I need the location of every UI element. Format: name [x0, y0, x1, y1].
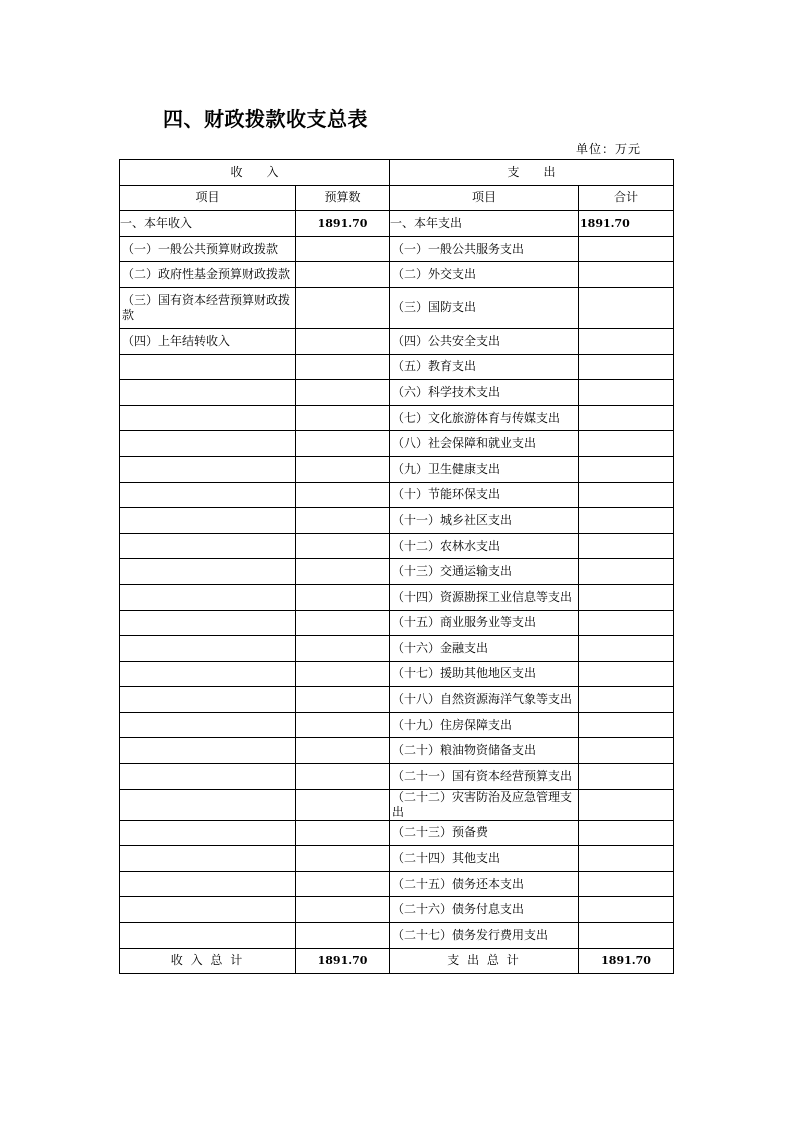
total-cell: [579, 923, 674, 949]
income-item-cell: [120, 431, 296, 457]
expense-item-header: 项目: [390, 185, 579, 211]
table-row: [120, 236, 674, 262]
budget-cell: [296, 508, 390, 534]
expense-item-cell: （一）一般公共服务支出: [390, 236, 579, 262]
table-row: [120, 482, 674, 508]
budget-cell: [296, 559, 390, 585]
table-row: [120, 287, 674, 328]
budget-cell: [296, 287, 390, 328]
table-row: [120, 211, 674, 237]
total-cell: [579, 687, 674, 713]
page-title: 四、财政拨款收支总表: [163, 107, 368, 131]
expense-item-cell: （十八）自然资源海洋气象等支出: [390, 687, 579, 713]
expense-item-cell: （十六）金融支出: [390, 636, 579, 662]
unit-label: 单位：万元: [576, 142, 642, 156]
table-row: [120, 559, 674, 585]
total-cell: [579, 610, 674, 636]
budget-cell: [296, 533, 390, 559]
table-row: [120, 661, 674, 687]
budget-cell: [296, 846, 390, 872]
expense-item-cell: （四）公共安全支出: [390, 328, 579, 354]
expense-item-cell: （二十七）债务发行费用支出: [390, 923, 579, 949]
income-item-cell: [120, 405, 296, 431]
table-row: [120, 687, 674, 713]
total-cell: [579, 871, 674, 897]
expense-item-cell: （五）教育支出: [390, 354, 579, 380]
expense-item-cell: （十七）援助其他地区支出: [390, 661, 579, 687]
budget-cell: [296, 610, 390, 636]
expense-item-cell: 一、本年支出: [390, 211, 579, 237]
budget-header: 预算数: [296, 185, 390, 211]
total-cell: [579, 738, 674, 764]
expense-item-cell: （六）科学技术支出: [390, 380, 579, 406]
budget-cell: [296, 687, 390, 713]
income-header: 收 入: [120, 160, 390, 186]
income-item-cell: [120, 712, 296, 738]
expense-header: 支 出: [390, 160, 674, 186]
total-cell: [579, 287, 674, 328]
table-row: [120, 508, 674, 534]
income-item-cell: [120, 871, 296, 897]
income-item-cell: （一）一般公共预算财政拨款: [120, 236, 296, 262]
table-row: [120, 533, 674, 559]
total-cell: [579, 456, 674, 482]
income-item-cell: [120, 661, 296, 687]
table-row: [120, 846, 674, 872]
total-cell: [579, 328, 674, 354]
table-row: [120, 871, 674, 897]
total-cell: [579, 508, 674, 534]
expense-item-cell: （七）文化旅游体育与传媒支出: [390, 405, 579, 431]
total-cell: [579, 712, 674, 738]
income-item-cell: [120, 687, 296, 713]
income-item-cell: [120, 533, 296, 559]
budget-cell: [296, 738, 390, 764]
total-cell: [579, 661, 674, 687]
expense-item-cell: （二十二）灾害防治及应急管理支出: [390, 789, 579, 820]
table-row: [120, 610, 674, 636]
budget-cell: [296, 431, 390, 457]
total-cell: [579, 636, 674, 662]
total-cell: [579, 897, 674, 923]
income-item-header: 项目: [120, 185, 296, 211]
total-cell: [579, 584, 674, 610]
table-row: [120, 431, 674, 457]
budget-cell: [296, 456, 390, 482]
income-item-cell: [120, 846, 296, 872]
income-item-cell: [120, 610, 296, 636]
expense-item-cell: （十四）资源勘探工业信息等支出: [390, 584, 579, 610]
budget-cell: [296, 661, 390, 687]
fiscal-summary-table: [119, 159, 674, 974]
budget-cell: [296, 789, 390, 820]
table-row: [120, 636, 674, 662]
expense-item-cell: （十三）交通运输支出: [390, 559, 579, 585]
expense-total-value: 1891.70: [579, 948, 674, 974]
income-item-cell: [120, 559, 296, 585]
total-cell: [579, 533, 674, 559]
expense-item-cell: （十九）住房保障支出: [390, 712, 579, 738]
table-row: [120, 738, 674, 764]
table-group-header: [120, 160, 674, 186]
table-row: [120, 897, 674, 923]
expense-item-cell: （八）社会保障和就业支出: [390, 431, 579, 457]
income-item-cell: 一、本年收入: [120, 211, 296, 237]
table-row: [120, 380, 674, 406]
income-item-cell: [120, 764, 296, 790]
table-column-header: [120, 185, 674, 211]
budget-cell: [296, 636, 390, 662]
table-row: [120, 456, 674, 482]
income-item-cell: [120, 897, 296, 923]
table-row: [120, 764, 674, 790]
expense-item-cell: （十一）城乡社区支出: [390, 508, 579, 534]
expense-item-cell: （二十四）其他支出: [390, 846, 579, 872]
totals-row: [120, 948, 674, 974]
table-row: [120, 354, 674, 380]
expense-item-cell: （三）国防支出: [390, 287, 579, 328]
total-cell: [579, 431, 674, 457]
total-cell: [579, 380, 674, 406]
income-item-cell: [120, 508, 296, 534]
expense-item-cell: （二十一）国有资本经营预算支出: [390, 764, 579, 790]
table-row: [120, 712, 674, 738]
total-cell: [579, 354, 674, 380]
table-row: [120, 584, 674, 610]
income-item-cell: （四）上年结转收入: [120, 328, 296, 354]
expense-total-label: 支 出 总 计: [390, 948, 579, 974]
income-item-cell: [120, 636, 296, 662]
budget-cell: [296, 482, 390, 508]
total-cell: [579, 789, 674, 820]
total-cell: [579, 820, 674, 846]
budget-cell: [296, 262, 390, 288]
income-item-cell: [120, 584, 296, 610]
expense-item-cell: （十二）农林水支出: [390, 533, 579, 559]
income-total-label: 收 入 总 计: [120, 948, 296, 974]
expense-item-cell: （二）外交支出: [390, 262, 579, 288]
expense-item-cell: （二十三）预备费: [390, 820, 579, 846]
total-cell: [579, 482, 674, 508]
table-row: [120, 405, 674, 431]
table-row: [120, 262, 674, 288]
budget-cell: [296, 328, 390, 354]
total-cell: [579, 405, 674, 431]
budget-cell: [296, 405, 390, 431]
budget-cell: [296, 584, 390, 610]
budget-cell: [296, 820, 390, 846]
income-total-value: 1891.70: [296, 948, 390, 974]
table-row: [120, 923, 674, 949]
expense-item-cell: （十）节能环保支出: [390, 482, 579, 508]
expense-item-cell: （十五）商业服务业等支出: [390, 610, 579, 636]
income-item-cell: [120, 456, 296, 482]
budget-cell: [296, 897, 390, 923]
budget-cell: [296, 380, 390, 406]
income-item-cell: （三）国有资本经营预算财政拨款: [120, 287, 296, 328]
budget-cell: [296, 712, 390, 738]
total-header: 合计: [579, 185, 674, 211]
budget-cell: [296, 764, 390, 790]
budget-cell: [296, 871, 390, 897]
total-cell: 1891.70: [579, 211, 674, 237]
expense-item-cell: （九）卫生健康支出: [390, 456, 579, 482]
expense-item-cell: （二十六）债务付息支出: [390, 897, 579, 923]
budget-cell: [296, 236, 390, 262]
total-cell: [579, 559, 674, 585]
income-item-cell: （二）政府性基金预算财政拨款: [120, 262, 296, 288]
table-row: [120, 328, 674, 354]
budget-cell: [296, 354, 390, 380]
income-item-cell: [120, 380, 296, 406]
total-cell: [579, 764, 674, 790]
expense-item-cell: （二十）粮油物资储备支出: [390, 738, 579, 764]
income-item-cell: [120, 354, 296, 380]
table-row: [120, 789, 674, 820]
total-cell: [579, 262, 674, 288]
income-item-cell: [120, 820, 296, 846]
income-item-cell: [120, 482, 296, 508]
income-item-cell: [120, 923, 296, 949]
total-cell: [579, 846, 674, 872]
expense-item-cell: （二十五）债务还本支出: [390, 871, 579, 897]
income-item-cell: [120, 738, 296, 764]
total-cell: [579, 236, 674, 262]
income-item-cell: [120, 789, 296, 820]
budget-cell: 1891.70: [296, 211, 390, 237]
table-row: [120, 820, 674, 846]
budget-cell: [296, 923, 390, 949]
